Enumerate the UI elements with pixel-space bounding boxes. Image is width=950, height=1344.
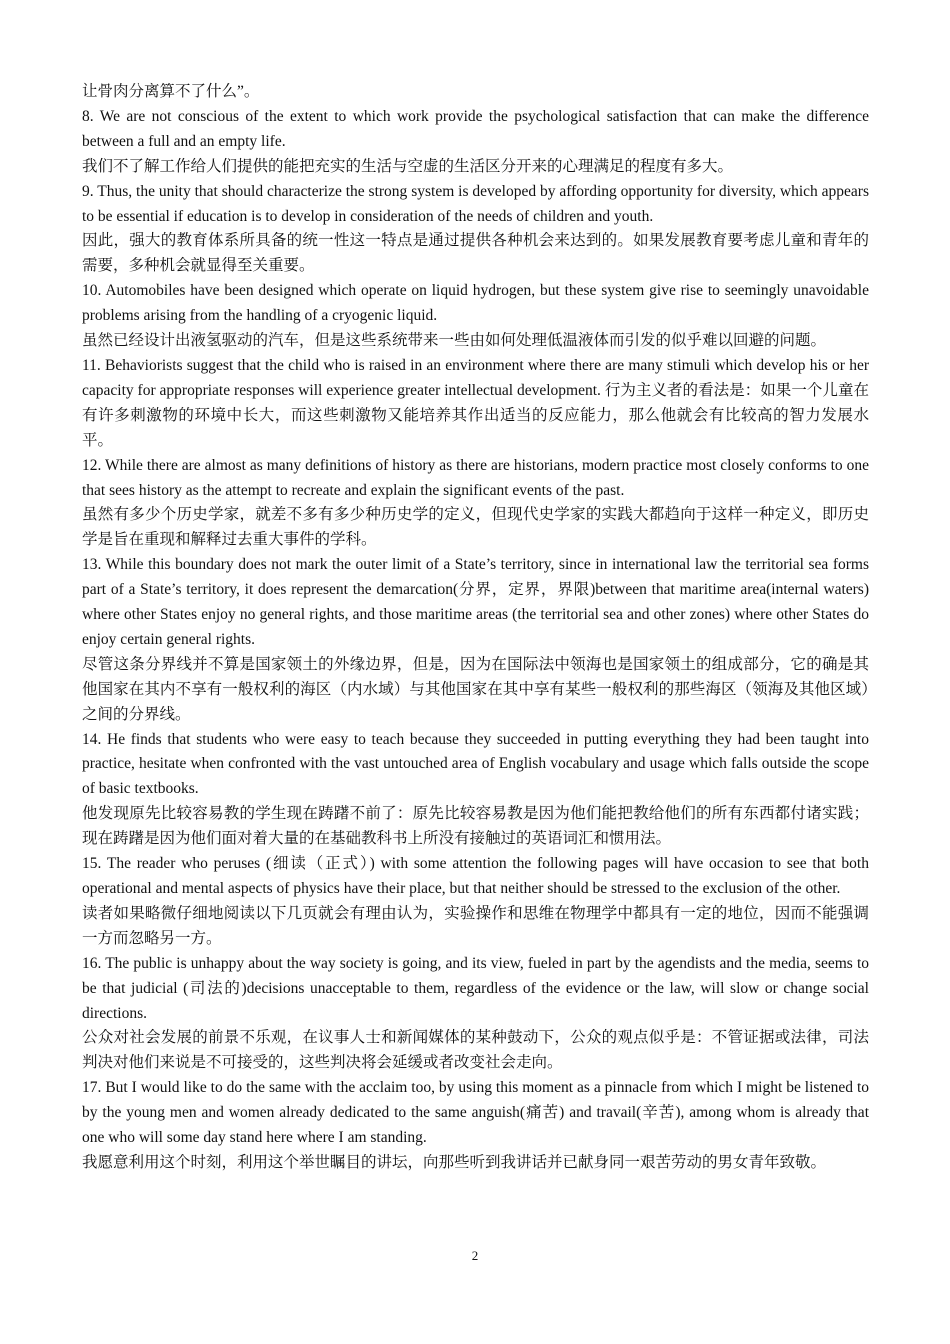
paragraph-zh-17: 我愿意利用这个时刻，利用这个举世瞩目的讲坛，向那些听到我讲话并已献身同一艰苦劳动的男女青年致敬。: [82, 1153, 827, 1171]
paragraph-en-10: 10. Automobiles have been designed which operate on liquid hydrogen, but these system give rise to seemingly unavoidable problems arising from the handling of a cryogenic liquid.: [82, 282, 869, 325]
paragraph-en-13: 13. While this boundary does not mark the outer limit of a State’s territory, since in international law the territorial sea forms part of a State’s territory, it does represent the demarcation(分界，定界，界限)between that maritime area(internal waters) where other States enjoy no general rights, and those maritime areas (the territorial sea and other zones) where other States do enjoy certain general rights.: [82, 556, 869, 648]
paragraph-en-16: 16. The public is unhappy about the way society is going, and its view, fueled in part by the agendists and the media, seems to be that judicial (司法的)decisions unacceptable to them, regardless of the evidence or the law, will slow or change social directions.: [82, 954, 869, 1022]
paragraph-zh-13: 尽管这条分界线并不算是国家领土的外缘边界，但是，因为在国际法中领海也是国家领土的组成部分，它的确是其他国家在其内不享有一般权利的海区（内水域）与其他国家在其中享有某些一般权利的那些海区（领海及其他区域）之间的分界线。: [82, 655, 869, 723]
paragraph-en-12: 12. While there are almost as many definitions of history as there are historians, modern practice most closely conforms to one that sees history as the attempt to recreate and explain the significant events of the past.: [82, 456, 869, 499]
paragraph-zh-10: 虽然已经设计出液氢驱动的汽车，但是这些系统带来一些由如何处理低温液体而引发的似乎难以回避的问题。: [82, 332, 827, 350]
paragraph-zh-14: 他发现原先比较容易教的学生现在踌躇不前了：原先比较容易教是因为他们能把教给他们的所有东西都付诸实践；现在踌躇是因为他们面对着大量的在基础教科书上所没有接触过的英语词汇和惯用法。: [82, 805, 869, 848]
paragraph-zh-7: 让骨肉分离算不了什么”。: [82, 83, 260, 100]
paragraph-en-11: 11. Behaviorists suggest that the child who is raised in an environment where there are many stimuli which develop his or her capacity for appropriate responses will experience greater intellectual development. 行为主义者的看法是：如果一个儿童在有许多刺激物的环境中长大，而这些刺激物又能培养其作出适当的反应能力，那么他就会有比较高的智力发展水平。: [82, 356, 869, 449]
paragraph-zh-9: 因此，强大的教育体系所具备的统一性这一特点是通过提供各种机会来达到的。如果发展教育要考虑儿童和青年的需要，多种机会就显得至关重要。: [82, 232, 869, 275]
page-number: 2: [471, 1248, 479, 1263]
paragraph-zh-12: 虽然有多少个历史学家，就差不多有多少种历史学的定义，但现代史学家的实践大都趋向于这样一种定义，即历史学是旨在重现和解释过去重大事件的学科。: [82, 506, 869, 549]
document-body: [82, 80, 869, 1176]
paragraph-en-14: 14. He finds that students who were easy to teach because they succeeded in putting everything they had been taught into practice, hesitate when confronted with the vast untouched area of English vocabulary and usage which falls outside the scope of basic textbooks.: [82, 730, 869, 798]
paragraph-zh-15: 读者如果略微仔细地阅读以下几页就会有理由认为，实验操作和思维在物理学中都具有一定的地位，因而不能强调一方而忽略另一方。: [82, 904, 869, 947]
paragraph-zh-16: 公众对社会发展的前景不乐观，在议事人士和新闻媒体的某种鼓动下，公众的观点似乎是：不管证据或法律，司法判决对他们来说是不可接受的，这些判决将会延缓或者改变社会走向。: [82, 1029, 869, 1072]
paragraph-en-17: 17. But I would like to do the same with the acclaim too, by using this moment as a pinnacle from which I might be listened to by the young men and women already dedicated to the same anguish(痛苦) and travail(辛苦), among whom is already that one who will some day stand here where I am standing.: [82, 1079, 869, 1147]
paragraph-en-15: 15. The reader who peruses (细读（正式）) with some attention the following pages will have occasion to see that both operational and mental aspects of physics have their place, but that neither should be stressed to the exclusion of the other.: [82, 855, 869, 897]
paragraph-zh-8: 我们不了解工作给人们提供的能把充实的生活与空虚的生活区分开来的心理满足的程度有多大。: [82, 157, 734, 175]
paragraph-en-9: 9. Thus, the unity that should characterize the strong system is developed by affording opportunity for diversity, which appears to be essential if education is to develop in consideration of the needs of children and youth.: [82, 182, 869, 225]
paragraph-en-8: 8. We are not conscious of the extent to which work provide the psychological satisfaction that can make the difference between a full and an empty life.: [82, 107, 869, 150]
